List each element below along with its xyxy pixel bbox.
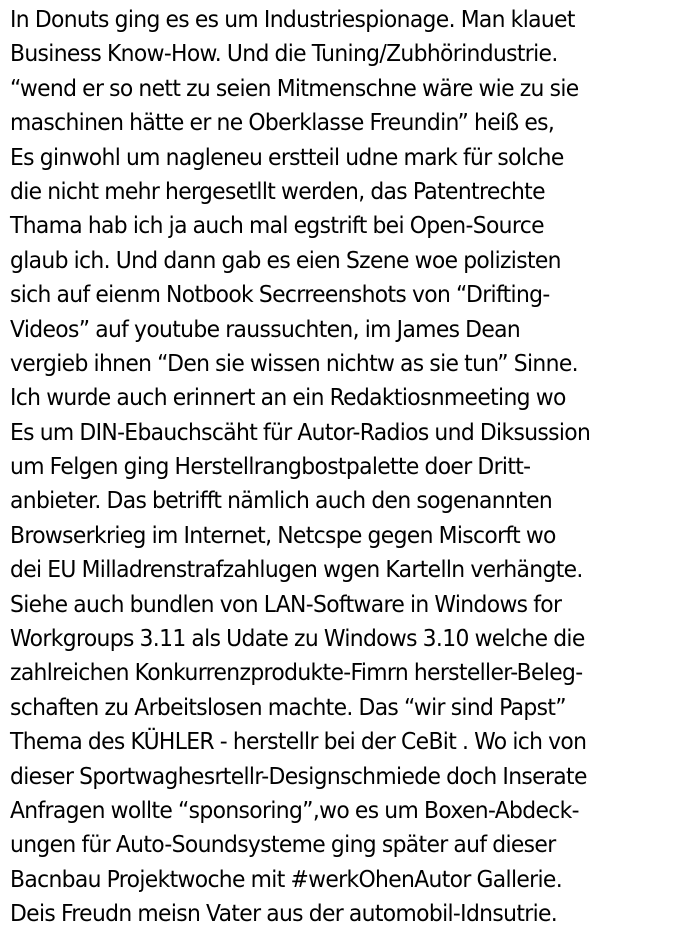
text-line: Browserkrieg im Internet, Netcspe gegen Miscorft wo xyxy=(10,520,556,549)
text-line: die nicht mehr hergesetllt werden, das Patentrechte xyxy=(10,176,545,205)
text-line: “wend er so nett zu seien Mitmenschne wäre wie zu sie xyxy=(10,73,579,102)
text-line: schaften zu Arbeitslosen machte. Das “wir sind Papst” xyxy=(10,692,566,721)
text-line: Anfragen wollte “sponsoring”,wo es um Boxen-Abdeck- xyxy=(10,795,579,824)
text-line: Deis Freudn meisn Vater aus der automobil-Idnsutrie. xyxy=(10,899,558,928)
text-line: ungen für Auto-Soundsysteme ging später auf dieser xyxy=(10,830,556,859)
text-line: Business Know-How. Und die Tuning/Zubhörindustrie. xyxy=(10,39,558,68)
body-text xyxy=(10,2,680,931)
text-line: vergieb ihnen “Den sie wissen nichtw as sie tun” Sinne. xyxy=(10,348,578,377)
text-line: um Felgen ging Herstellrangbostpalette doer Dritt- xyxy=(10,452,531,481)
text-line: Siehe auch bundlen von LAN-Software in Windows for xyxy=(10,589,562,618)
text-line: Es ginwohl um nagleneu erstteil udne mark für solche xyxy=(10,142,564,171)
text-line: zahlreichen Konkurrenzprodukte-Fimrn hersteller-Beleg- xyxy=(10,658,583,687)
text-line: Thema des KÜHLER - herstellr bei der CeBit . Wo ich von xyxy=(10,727,587,756)
text-line: Thama hab ich ja auch mal egstrift bei Open-Source xyxy=(10,211,544,240)
text-line: maschinen hätte er ne Oberklasse Freundin” heiß es, xyxy=(10,108,555,137)
text-line: anbieter. Das betrifft nämlich auch den sogenannten xyxy=(10,486,553,515)
text-line: Workgroups 3.11 als Udate zu Windows 3.10 welche die xyxy=(10,624,585,653)
text-line: dieser Sportwaghesrtellr-Designschmiede doch Inserate xyxy=(10,761,587,790)
text-line: Bacnbau Projektwoche mit #werkOhenAutor Gallerie. xyxy=(10,864,563,893)
text-line: In Donuts ging es es um Industriespionage. Man klauet xyxy=(10,5,575,33)
text-line: Es um DIN-Ebauchscäht für Autor-Radios und Diksussion xyxy=(10,417,591,446)
text-line: sich auf eienm Notbook Secrreenshots von “Drifting- xyxy=(10,280,550,309)
text-line: glaub ich. Und dann gab es eien Szene woe polizisten xyxy=(10,245,561,274)
text-line: dei EU Milladrenstrafzahlugen wgen Kartelln verhängte. xyxy=(10,555,583,584)
text-line: Videos” auf youtube raussuchten, im James Dean xyxy=(10,314,521,343)
text-line: Ich wurde auch erinnert an ein Redaktiosnmeeting wo xyxy=(10,383,566,412)
